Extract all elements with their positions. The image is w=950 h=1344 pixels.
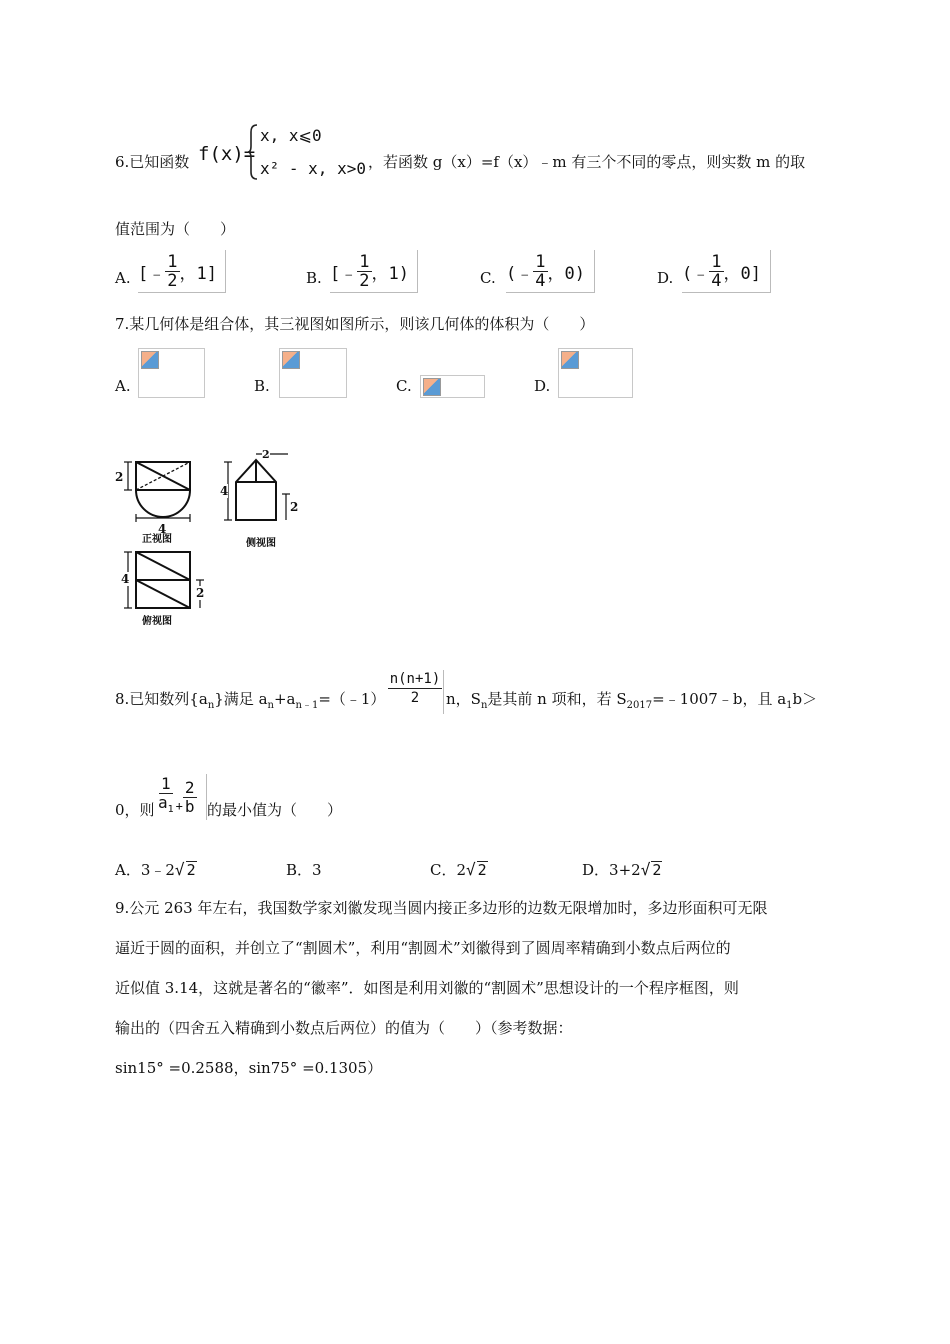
q8-line2-start: 0，则: [115, 801, 155, 819]
q9-line-4: 输出的（四舍五入精确到小数点后两位）的值为（ ）（参考数据：: [115, 1019, 573, 1037]
q7-option-c-image: [420, 375, 485, 398]
q8-exponent-fraction: [387, 670, 444, 714]
q8-sub-1: n: [207, 700, 215, 711]
q6-option-b: [330, 250, 418, 293]
q8-option-b-text: B．3: [286, 861, 322, 879]
q8-fraction-expression: [156, 774, 207, 820]
front-view-dim-4: 4: [158, 522, 167, 536]
q6-option-c-num: 1: [535, 251, 546, 272]
q8-f2-num: 2: [184, 777, 195, 797]
q6-option-d-den: 4: [711, 270, 722, 291]
q6-option-c-left: (﹣: [506, 263, 534, 284]
q8-option-a: A．3﹣2√ 2: [115, 860, 196, 879]
q8-text-4: =（﹣1）: [318, 690, 386, 708]
q8-exp-num: n(n+1): [389, 671, 441, 687]
q6-option-c-letter: C.: [480, 269, 496, 287]
side-view-dim-4: 4: [220, 484, 229, 498]
q8-f2-den: b: [184, 796, 195, 816]
q6-case2: x² - x, x>0: [260, 159, 366, 178]
q8-option-c-text: C．2: [430, 861, 467, 879]
q8-option-a-radicand: 2: [186, 861, 196, 879]
q8-option-d: D．3+2√ 2: [582, 860, 662, 879]
q7-text: 7.某几何体是组合体，其三视图如图所示，则该几何体的体积为（ ）: [115, 315, 595, 333]
q6-option-d-letter: D.: [657, 269, 674, 287]
q8-line2-end: 的最小值为（ ）: [207, 801, 343, 819]
q6-option-a-num: 1: [167, 251, 178, 272]
broken-image-icon: [423, 378, 441, 396]
q8-option-c-radicand: 2: [477, 861, 487, 879]
q7-option-b-letter: B.: [254, 377, 270, 395]
top-view-dim-2: 2: [196, 586, 205, 600]
q6-option-d-right: ，0]: [723, 263, 761, 284]
q8-exp-den: 2: [410, 690, 420, 706]
q6-line1: [115, 152, 189, 172]
q6-option-d-num: 1: [711, 251, 722, 272]
q7-option-d-letter: D.: [534, 377, 551, 395]
q8-option-b: [286, 860, 322, 880]
top-view-dim-4: 4: [121, 572, 130, 586]
q6-case1: x, x⩽0: [260, 126, 322, 145]
q6-option-b-letter: B.: [306, 269, 322, 287]
q8-text-7: =﹣1007﹣b，且 a: [652, 690, 787, 708]
q6-option-c-right: ，0): [547, 263, 585, 284]
broken-image-icon: [561, 351, 579, 369]
q6-option-b-num: 1: [359, 251, 370, 272]
q6-func-name: f(x)=: [198, 143, 256, 165]
q6-option-c-den: 4: [535, 270, 546, 291]
q8-text-1: 8.已知数列{a: [115, 690, 208, 708]
broken-image-icon: [141, 351, 159, 369]
q8-sub-2: n: [267, 700, 274, 711]
q6-option-a-den: 2: [167, 270, 178, 291]
front-view-label: 正视图: [142, 534, 172, 545]
q8-sub-3: n﹣1: [295, 700, 319, 711]
q8-text-6: 是其前 n 项和，若 S: [487, 690, 627, 708]
q8-f1-num: 1: [161, 773, 171, 793]
q8-option-d-radicand: 2: [652, 861, 662, 879]
q8-option-c: C．2√ 2: [430, 860, 487, 879]
q8-text-5: n，S: [446, 690, 481, 708]
q6-option-b-left: [﹣: [330, 263, 358, 284]
q9-line-3: 近似值 3.14，这就是著名的“徽率”．如图是利用刘徽的“割圆术”思想设计的一个程序框图，则: [115, 979, 739, 997]
q8-text-2: }满足 a: [214, 690, 268, 708]
q7-option-d-image: [558, 348, 633, 398]
q6-option-a-right: ，1]: [179, 263, 217, 284]
q6-number: 6.已知函数: [115, 153, 190, 171]
q8-line1-rest: [446, 689, 817, 716]
side-view-label: 侧视图: [246, 538, 276, 549]
q6-option-a-letter: A.: [115, 269, 131, 287]
q6-option-a: [138, 250, 226, 293]
q8-plus: +: [175, 799, 183, 813]
q9-line-5: sin15° =0.2588，sin75° =0.1305）: [115, 1059, 383, 1077]
q6-option-b-den: 2: [359, 270, 370, 291]
q8-text-8: b＞: [792, 690, 818, 708]
q6-option-b-right: ，1): [371, 263, 409, 284]
q8-f1-den: a: [158, 792, 168, 812]
q6-brace: [248, 124, 258, 180]
side-view-dim-2-top: 2: [262, 448, 270, 461]
q7-option-c-letter: C.: [396, 377, 412, 395]
q8-sub-7: 1: [786, 700, 793, 711]
q7-option-a-image: [138, 348, 205, 398]
q6-option-d-left: (﹣: [682, 263, 710, 284]
q8-text-3: +a: [273, 690, 296, 708]
q8-option-d-text: D．3+2: [582, 861, 641, 879]
q9-line-2: 逼近于圆的面积，并创立了“割圆术”，利用“割圆术”刘徽得到了圆周率精确到小数点后两位的: [115, 939, 731, 957]
side-view-dim-2-right: 2: [290, 500, 299, 514]
q6-option-c: [506, 250, 595, 293]
q8-sub-6: 2017: [626, 700, 653, 711]
q6-option-d: [682, 250, 771, 293]
q7-option-a-letter: A.: [115, 377, 131, 395]
q6-line2: 值范围为（ ）: [115, 220, 236, 238]
broken-image-icon: [282, 351, 300, 369]
top-view-label: 俯视图: [142, 616, 172, 627]
front-view-dim-2: 2: [115, 470, 124, 484]
q8-option-a-text: A．3﹣2: [115, 861, 175, 879]
q6-option-a-left: [﹣: [138, 263, 166, 284]
q6-rest: ，若函数 g（x）=f（x）﹣m 有三个不同的零点，则实数 m 的取: [368, 153, 806, 171]
q7-three-views-figure: [112, 448, 312, 628]
q8-line1: [115, 689, 385, 716]
q8-f1-den-sub: 1: [167, 804, 174, 816]
q9-line-1: 9.公元 263 年左右，我国数学家刘徽发现当圆内接正多边形的边数无限增加时，多边形面积可无限: [115, 899, 768, 917]
q8-sub-5: n: [480, 700, 488, 711]
q7-option-b-image: [279, 348, 347, 398]
